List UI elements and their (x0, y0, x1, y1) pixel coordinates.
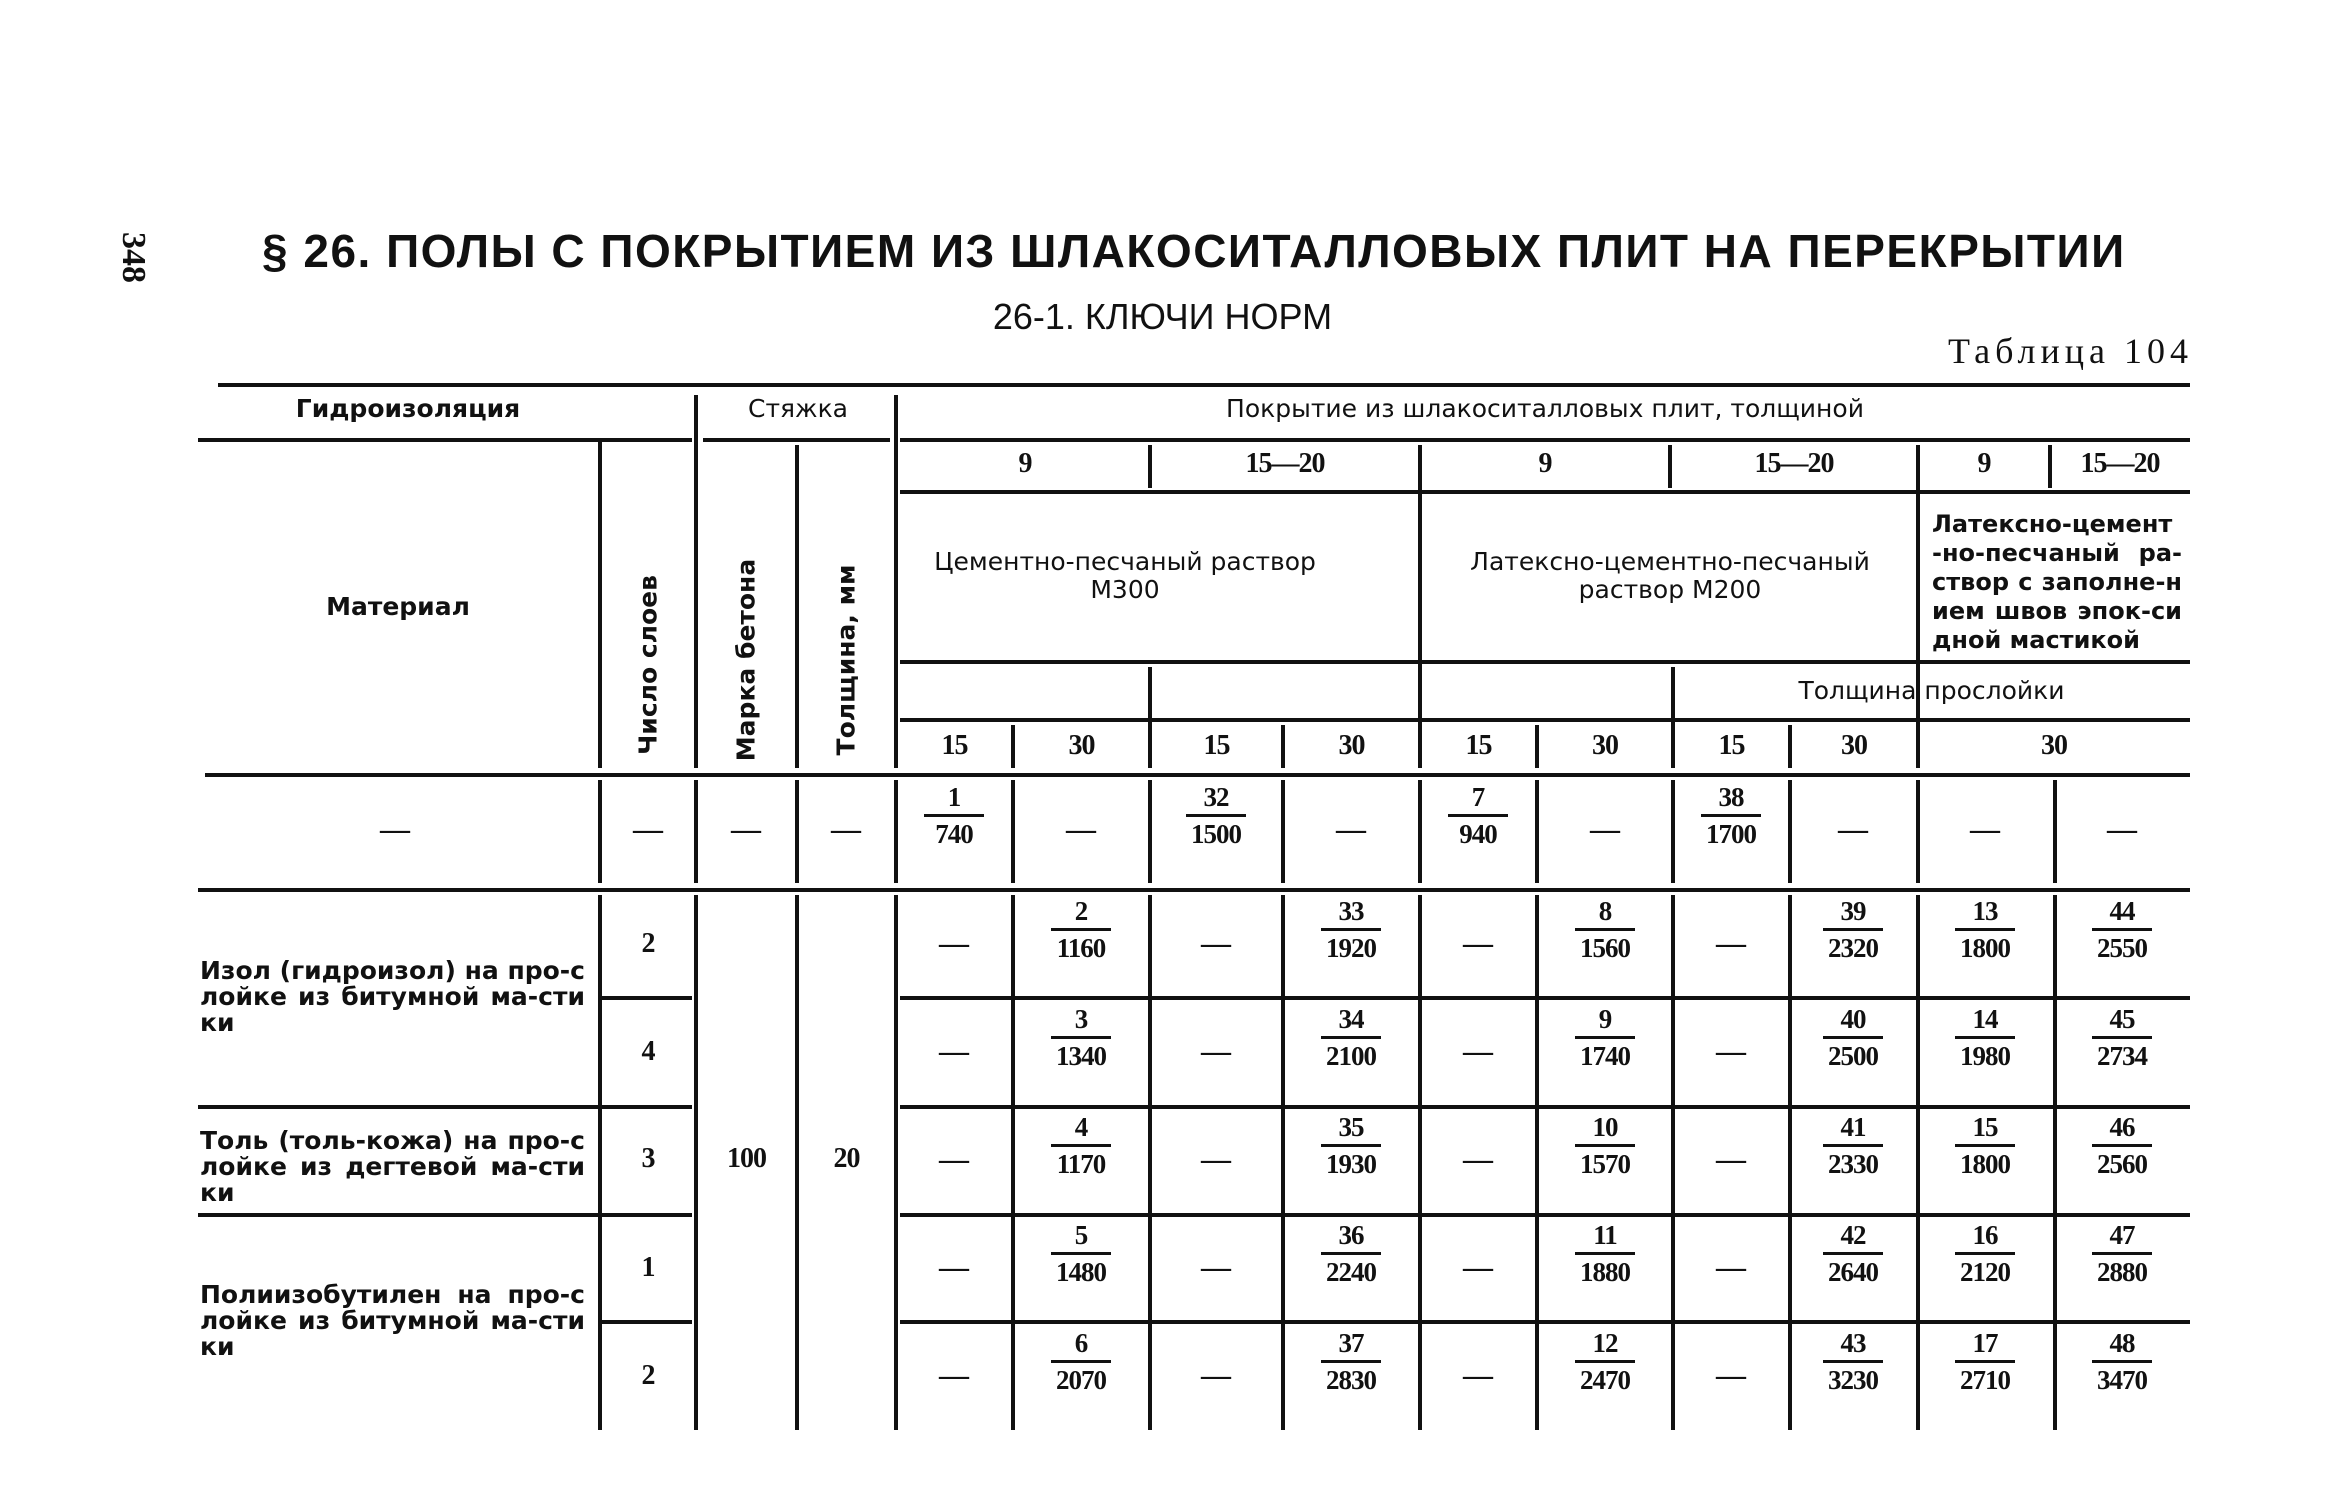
row-1-grade: — (731, 813, 761, 846)
fraction-bar (1321, 1360, 1381, 1363)
norm-key-number: 45 (2109, 1004, 2135, 1034)
empty-cell-dash: — (1716, 1359, 1746, 1392)
norm-key-cell (1448, 782, 1508, 849)
norm-key-number: 37 (1338, 1328, 1364, 1358)
norm-key-number: 5 (1074, 1220, 1088, 1250)
norm-key-cell (1321, 896, 1381, 963)
header-screed: Стяжка (748, 394, 848, 423)
norm-key-value: 2070 (1056, 1365, 1106, 1395)
norm-key-value: 1340 (1056, 1041, 1106, 1071)
empty-cell-dash: — (939, 927, 969, 960)
norm-key-cell (1701, 782, 1761, 849)
empty-cell-dash: — (939, 1251, 969, 1284)
empty-cell-dash: — (1336, 813, 1366, 846)
fraction-bar (2092, 1036, 2152, 1039)
norm-key-cell (1575, 896, 1635, 963)
fraction-bar (1823, 1252, 1883, 1255)
norm-key-value: 2734 (2097, 1041, 2147, 1071)
empty-cell-dash: — (1838, 813, 1868, 846)
norm-key-value: 2470 (1580, 1365, 1630, 1395)
empty-cell-dash: — (939, 1035, 969, 1068)
fraction-bar (1701, 814, 1761, 817)
norm-key-value: 2120 (1960, 1257, 2010, 1287)
fraction-bar (1955, 1144, 2015, 1147)
norm-key-number: 4 (1074, 1112, 1088, 1142)
plate-thickness-6: 15—20 (2080, 448, 2160, 479)
interlayer-value: 15 (941, 730, 968, 761)
norm-key-cell (1051, 1328, 1111, 1395)
interlayer-value: 30 (1068, 730, 1095, 761)
norm-key-value: 2330 (1828, 1149, 1878, 1179)
empty-cell-dash: — (1201, 927, 1231, 960)
norm-key-value: 1920 (1326, 933, 1376, 963)
norm-key-value: 2550 (2097, 933, 2147, 963)
norm-key-cell (2092, 1112, 2152, 1179)
fraction-bar (1955, 1252, 2015, 1255)
empty-cell-dash: — (1201, 1251, 1231, 1284)
fraction-bar (1186, 814, 1246, 817)
norm-key-number: 34 (1338, 1004, 1364, 1034)
layers-value: 1 (641, 1252, 655, 1283)
empty-cell-dash: — (1463, 1035, 1493, 1068)
layers-value: 3 (641, 1143, 655, 1174)
empty-cell-dash: — (1716, 1035, 1746, 1068)
fraction-bar (1448, 814, 1508, 817)
norm-key-number: 35 (1338, 1112, 1364, 1142)
norm-key-number: 16 (1972, 1220, 1998, 1250)
plate-thickness-2: 15—20 (1245, 448, 1325, 479)
norm-key-number: 38 (1718, 782, 1744, 812)
norm-key-value: 2320 (1828, 933, 1878, 963)
empty-cell-dash: — (1463, 927, 1493, 960)
material-polyisobutylene: Полиизобутилен на про-слойке из битумной ма-стики (200, 1280, 585, 1361)
norm-key-cell (924, 782, 984, 849)
norm-key-value: 1880 (1580, 1257, 1630, 1287)
header-material: Материал (326, 592, 470, 621)
norm-key-value: 2640 (1828, 1257, 1878, 1287)
fraction-bar (1051, 1036, 1111, 1039)
norm-key-cell (1955, 1004, 2015, 1071)
fraction-bar (1823, 1036, 1883, 1039)
norm-key-number: 1 (947, 782, 961, 812)
empty-cell-dash: — (1463, 1251, 1493, 1284)
norm-key-number: 6 (1074, 1328, 1088, 1358)
fraction-bar (1955, 1036, 2015, 1039)
norm-key-number: 42 (1840, 1220, 1866, 1250)
interlayer-value: 30 (1592, 730, 1618, 761)
fraction-bar (1575, 928, 1635, 931)
fraction-bar (1823, 1360, 1883, 1363)
norm-key-value: 2240 (1326, 1257, 1376, 1287)
material-tol: Толь (толь-кожа) на про-слойке из дегтевой ма-стики (200, 1126, 585, 1207)
norm-key-number: 40 (1840, 1004, 1866, 1034)
norm-key-value: 3230 (1828, 1365, 1878, 1395)
norm-key-cell (1051, 1220, 1111, 1287)
norm-key-cell (1823, 1004, 1883, 1071)
norm-key-number: 3 (1074, 1004, 1088, 1034)
fraction-bar (1321, 1144, 1381, 1147)
fraction-bar (1575, 1252, 1635, 1255)
norm-key-value: 1980 (1960, 1041, 2010, 1071)
fraction-bar (1321, 1252, 1381, 1255)
empty-cell-dash: — (1463, 1143, 1493, 1176)
fraction-bar (1823, 928, 1883, 931)
header-layers: Число слоев (633, 575, 663, 755)
norm-key-cell (2092, 1220, 2152, 1287)
interlayer-value: 15 (1203, 730, 1230, 761)
norm-key-number: 15 (1972, 1112, 1998, 1142)
mortar-2: Латексно-цементно-песчаный раствор М200 (1470, 547, 1870, 604)
layers-value: 2 (641, 1360, 655, 1391)
table-label: Таблица 104 (1948, 331, 2193, 371)
norm-key-number: 12 (1592, 1328, 1618, 1358)
layers-value: 2 (641, 928, 655, 959)
norm-key-number: 17 (1972, 1328, 1998, 1358)
mortar-1: Цементно-песчаный раствор М300 (934, 547, 1316, 604)
norm-key-number: 46 (2109, 1112, 2135, 1142)
fraction-bar (924, 814, 984, 817)
norm-key-cell (1575, 1112, 1635, 1179)
empty-cell-dash: — (1716, 1251, 1746, 1284)
concrete-grade-value: 100 (727, 1143, 766, 1174)
norm-key-cell (1575, 1328, 1635, 1395)
norm-key-cell (1321, 1328, 1381, 1395)
norm-key-value: 1160 (1056, 933, 1106, 963)
empty-cell-dash: — (1201, 1143, 1231, 1176)
norm-key-number: 48 (2109, 1328, 2135, 1358)
norm-key-cell (1321, 1112, 1381, 1179)
interlayer-value: 15 (1718, 730, 1745, 761)
norm-key-cell (1186, 782, 1246, 849)
norm-key-cell (1321, 1004, 1381, 1071)
plate-thickness-3: 9 (1538, 448, 1552, 479)
norm-key-cell (1051, 1004, 1111, 1071)
plate-thickness-1: 9 (1018, 448, 1032, 479)
fraction-bar (1575, 1036, 1635, 1039)
fraction-bar (1321, 1036, 1381, 1039)
interlayer-value: 30 (2041, 730, 2067, 761)
norm-key-value: 740 (935, 819, 973, 849)
norm-key-cell (1051, 1112, 1111, 1179)
norm-key-number: 14 (1972, 1004, 1998, 1034)
norm-key-number: 33 (1338, 896, 1364, 926)
empty-cell-dash: — (2107, 813, 2137, 846)
norm-key-cell (1955, 1220, 2015, 1287)
empty-cell-dash: — (1201, 1035, 1231, 1068)
norm-key-value: 3470 (2097, 1365, 2147, 1395)
norm-key-value: 1740 (1580, 1041, 1630, 1071)
header-thickness-mm: Толщина, мм (831, 564, 861, 756)
empty-cell-dash: — (1590, 813, 1620, 846)
norm-key-value: 2500 (1828, 1041, 1878, 1071)
interlayer-value: 30 (1338, 730, 1365, 761)
row-1-material: — (380, 813, 410, 846)
norm-key-cell (1321, 1220, 1381, 1287)
norm-key-number: 32 (1203, 782, 1229, 812)
norm-key-number: 13 (1972, 896, 1998, 926)
norm-key-cell (1955, 1112, 2015, 1179)
norm-key-cell (2092, 1004, 2152, 1071)
fraction-bar (2092, 1252, 2152, 1255)
norm-key-value: 2710 (1960, 1365, 2010, 1395)
norm-key-cell (1051, 896, 1111, 963)
norm-key-number: 9 (1598, 1004, 1612, 1034)
empty-cell-dash: — (1970, 813, 2000, 846)
norm-key-value: 1800 (1960, 1149, 2010, 1179)
page-number: 348 (115, 232, 152, 283)
mortar-3: Латексно-цемент-но-песчаный ра-створ с заполне-нием швов эпок-сидной мастикой (1932, 510, 2182, 654)
norm-key-number: 41 (1840, 1112, 1866, 1142)
fraction-bar (2092, 1144, 2152, 1147)
norm-key-cell (1823, 896, 1883, 963)
fraction-bar (1321, 928, 1381, 931)
material-izol: Изол (гидроизол) на про-слойке из битумной ма-стики (200, 956, 585, 1037)
interlayer-value: 15 (1465, 730, 1492, 761)
fraction-bar (1955, 928, 2015, 931)
fraction-bar (1823, 1144, 1883, 1147)
plate-thickness-5: 9 (1977, 448, 1991, 479)
norm-key-cell (1823, 1328, 1883, 1395)
interlayer-value: 30 (1841, 730, 1867, 761)
section-subtitle: 26-1. КЛЮЧИ НОРМ (992, 296, 1333, 337)
norm-key-cell (1823, 1112, 1883, 1179)
screed-thickness-value: 20 (833, 1143, 860, 1174)
empty-cell-dash: — (939, 1359, 969, 1392)
norm-key-number: 7 (1471, 782, 1485, 812)
norm-key-number: 39 (1840, 896, 1866, 926)
norm-key-cell (1575, 1004, 1635, 1071)
header-concrete-grade: Марка бетона (731, 558, 761, 762)
norm-key-number: 43 (1840, 1328, 1866, 1358)
norm-key-number: 44 (2109, 896, 2135, 926)
norm-key-value: 1700 (1706, 819, 1756, 849)
empty-cell-dash: — (1201, 1359, 1231, 1392)
fraction-bar (1051, 1144, 1111, 1147)
empty-cell-dash: — (1716, 927, 1746, 960)
norm-key-number: 36 (1338, 1220, 1364, 1250)
layers-value: 4 (641, 1036, 655, 1067)
fraction-bar (1051, 928, 1111, 931)
norm-key-cell (1955, 1328, 2015, 1395)
row-1-layers: — (633, 813, 663, 846)
norm-key-value: 2830 (1326, 1365, 1376, 1395)
norm-key-value: 1800 (1960, 933, 2010, 963)
norm-key-value: 940 (1459, 819, 1497, 849)
fraction-bar (2092, 928, 2152, 931)
fraction-bar (1051, 1252, 1111, 1255)
norm-key-value: 1570 (1580, 1149, 1630, 1179)
fraction-bar (1575, 1360, 1635, 1363)
norm-key-cell (2092, 896, 2152, 963)
norm-key-number: 11 (1593, 1220, 1617, 1250)
norm-key-value: 1560 (1580, 933, 1630, 963)
norm-key-number: 47 (2109, 1220, 2135, 1250)
header-hydro: Гидроизоляция (295, 394, 521, 423)
norm-key-number: 8 (1598, 896, 1612, 926)
norm-key-value: 2880 (2097, 1257, 2147, 1287)
empty-cell-dash: — (1066, 813, 1096, 846)
norm-key-number: 10 (1592, 1112, 1618, 1142)
fraction-bar (1051, 1360, 1111, 1363)
norm-key-value: 2100 (1326, 1041, 1376, 1071)
interlayer-header: Толщина прослойки (1798, 676, 2065, 705)
norm-key-value: 1930 (1326, 1149, 1376, 1179)
norm-key-cell (1823, 1220, 1883, 1287)
norm-key-value: 1480 (1056, 1257, 1106, 1287)
norm-key-cell (1575, 1220, 1635, 1287)
norm-key-cell (2092, 1328, 2152, 1395)
norm-key-number: 2 (1074, 896, 1088, 926)
fraction-bar (1575, 1144, 1635, 1147)
empty-cell-dash: — (939, 1143, 969, 1176)
norm-key-value: 1500 (1191, 819, 1241, 849)
header-coating: Покрытие из шлакоситалловых плит, толщиной (1226, 394, 1864, 423)
fraction-bar (2092, 1360, 2152, 1363)
fraction-bar (1955, 1360, 2015, 1363)
norm-key-value: 1170 (1056, 1149, 1106, 1179)
empty-cell-dash: — (1463, 1359, 1493, 1392)
row-1-thickness: — (831, 813, 861, 846)
norm-key-value: 2560 (2097, 1149, 2147, 1179)
plate-thickness-4: 15—20 (1754, 448, 1834, 479)
empty-cell-dash: — (1716, 1143, 1746, 1176)
section-title: § 26. ПОЛЫ С ПОКРЫТИЕМ ИЗ ШЛАКОСИТАЛЛОВЫХ ПЛИТ НА ПЕРЕКРЫТИИ (262, 225, 2126, 277)
norm-key-cell (1955, 896, 2015, 963)
